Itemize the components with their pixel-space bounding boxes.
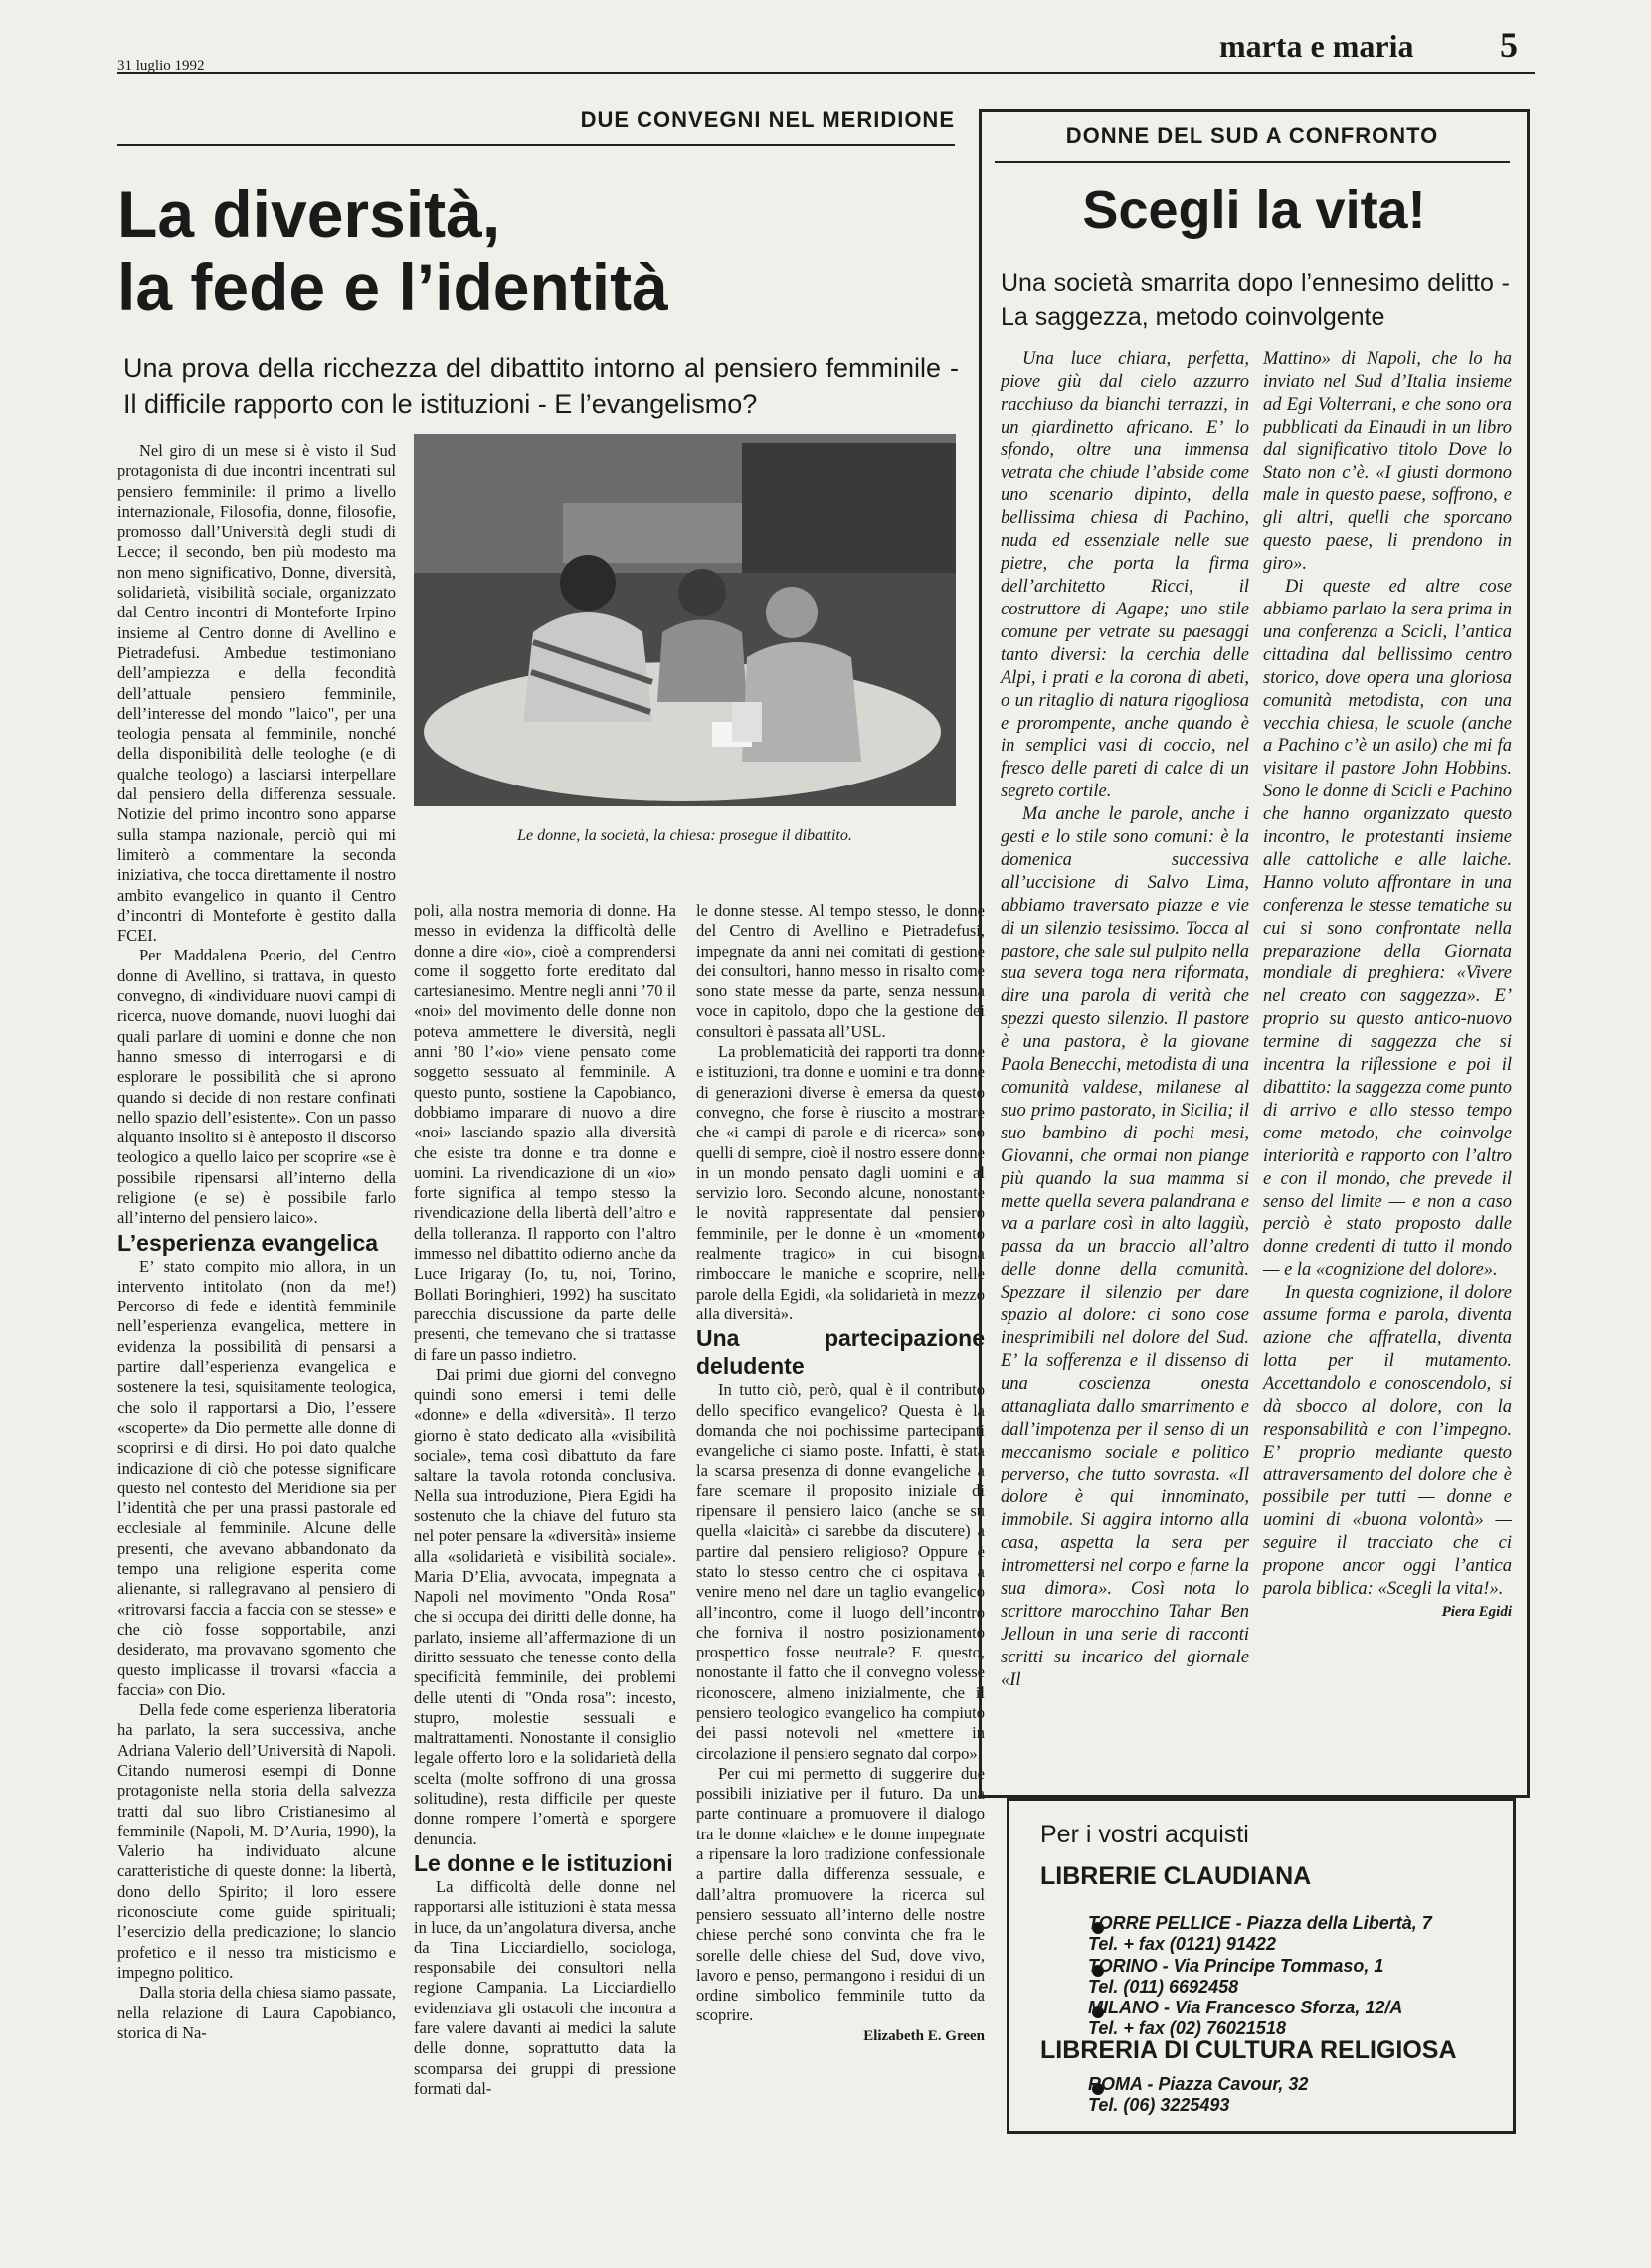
header-rule — [117, 72, 1535, 74]
photo-illustration — [414, 434, 956, 806]
paragraph: Una luce chiara, perfetta, piove giù dal cielo azzurro racchiuso da bianchi terrazzi, in un giardinetto africano. E’ lo sfondo, oltre una immensa vetrata che chiude l’abside come uno scenario dipinto, della bellissima chiesa di Pachino, nuda ed essenziale nelle sue pietre, che porta la firma dell’architetto Ricci, il costruttore di Agape; uno stile comune per vetrate su paesaggi tanto diversi: la cerchia delle Alpi, i prati e la corona di abeti, o un ritaglio di natura rigogliosa e prorompente, anche quando è in semplici vasi di coccio, nel fresco delle pareti di calce di un segreto cortile. — [1001, 349, 1249, 802]
store-address: TORRE PELLICE - Piazza della Libertà, 7 — [1088, 1913, 1432, 1933]
paragraph: La difficoltà delle donne nel rapportarsi alle istituzioni è stata messa in luce, da un’angolatura diversa, anche da Tina Licciardiello, sociologa, responsabile dei consultori nella regione Campania. La Licciardiello evidenziava gli ostacoli che incontra a fare valere davanti ai medici la salute delle donne, soprattutto data la scomparsa dei gruppi di pressione formati dal- — [414, 1876, 676, 2098]
right-signature: Piera Egidi — [1441, 1603, 1512, 1620]
advert-intro: Per i vostri acquisti — [1040, 1821, 1249, 1848]
paragraph: In tutto ciò, però, qual è il contributo dello specifico evangelico? Questa è la domanda che noi pochissime partecipanti evangeliche ci siamo poste. Infatti, è stata la scarsa presenza di donne evangeliche a fare scemare il proposito iniziale di ripensare il pensiero laico (anche se su quella «laicità» ci sarebbe da discutere) a partire dal pensiero religioso? Oppure è stato lo stesso centro che ci ospitava a venire meno nel dare un taglio evangelico all’incontro, come il luogo dell’incontro che forniva il nostro posizionamento prospettico fosse neutrale? E questo, nonostante il fatto che il convegno volesse riconoscere, almeno inizialmente, che il pensiero teologico evangelico ha compiuto dei passi notevoli nel «mettere in circolazione il pensiero segnato dal corpo». — [696, 1380, 985, 1763]
article-photo — [414, 434, 956, 806]
paragraph: E’ stato compito mio allora, in un intervento intitolato (non da me!) Percorso di fede e identità femminile nell’esperienza evangelica, mettere in evidenza la possibilità di pensarsi a partire dall’esperienza evangelica e sostenere la tesi, squisitamente teologica, che solo il rapportarsi a Dio, l’essere «scoperte» da Dio permette alle donne di scoprirsi e di dirsi. Ho poi dato qualche indicazione di ciò che potesse significare questo nel contesto del Meridione sia per l’identità che per una prassi pastorale ed ecclesiale al femminile. Alcune delle presenti, che avevano abbandonato da tempo una religione esperita come alienante, si rallegravano al pensiero di «ritrovarsi faccia a faccia con se stesse» e che ciò fosse sopportabile, anzi desiderato, ma provavano sgomento che questo implicasse il trovarsi «faccia a faccia» con Dio. — [117, 1256, 396, 1699]
store-address: MILANO - Via Francesco Sforza, 12/A — [1088, 1998, 1403, 2017]
subheading: Le donne e le istituzioni — [414, 1849, 673, 1876]
store-entry — [1088, 1998, 1402, 2039]
store-entry — [1088, 1956, 1383, 1998]
store-entry — [1088, 1913, 1432, 1955]
left-column-1 — [117, 441, 396, 2043]
paragraph: le donne stesse. Al tempo stesso, le donne del Centro di Avellino e Pietradefusi, impegnate da anni nei comitati di gestione dei consultori, hanno messo in risalto come sono state messe da parte, senza nessuna voce in capitolo, dopo che la gestione dei consultori è passata all’USL. — [696, 901, 985, 1041]
paragraph: La problematicità dei rapporti tra donne e istituzioni, tra donne e uomini e tra donne di generazioni diverse è emersa da questo convegno, che forse è riuscito a mostrare che «i campi di parole e di ricerca» sono quelli di sempre, cioè il nostro essere donne in un mondo pensato dagli uomini e al servizio loro. Secondo alcune, nonostante le novità rappresentate dal pensiero femminile, per le donne è un «momento realmente tragico» in cui bisogna rimboccare le maniche e scoprire, nelle parole della Egidi, «la solidarietà in mezzo alla diversità». — [696, 1042, 985, 1323]
right-column-1 — [1001, 348, 1249, 1691]
left-column-2 — [414, 901, 676, 2099]
paragraph: Nel giro di un mese si è visto il Sud protagonista di due incontri incentrati sul pensiero femminile: il primo a livello internazionale, Filosofia, donne, filosofie, promosso dall’Università degli studi di Lecce; il secondo, ben più modesto ma non meno significativo, Donne, diversità, solidarietà, visibilità sociale, organizzato dal Centro incontri di Monteforte Irpino insieme al Centro donne di Avellino e Pietradefusi. Ambedue testimoniano dell’ampiezza e della fecondità dell’attuale pensiero femminile, dell’interesse del mondo "laico", per una teologia pensata al femminile, nonché della disponibilità delle teologhe (e di qualche teologo) a lasciarsi interpellare dal pensiero della differenza sessuale. Notizie del primo incontro sono apparse sulla stampa nazionale, perciò qui mi limiterò a commentare la seconda iniziativa, che tocca direttamente il nostro ambito evangelico in quanto il Centro d’incontri di Monteforte è gestito dalla FCEI. — [117, 441, 396, 946]
advert-brand: LIBRERIE CLAUDIANA — [1040, 1862, 1312, 1890]
paragraph: Per cui mi permetto di suggerire due possibili iniziative per il futuro. Da una parte continuare a promuovere il dialogo tra le donne «laiche» e le donne impegnate a ripensare la loro tradizione confessionale a partire dalla differenza sessuale, e dall’altra promuovere la ricerca sul pensiero sessuato all’interno delle nostre chiese perché sono convinta che fra le sorelle delle chiese del Sud, dove vivo, lavoro e penso, permangono i residui di un ordine simbolico femminile tutto da scoprire. — [696, 1763, 985, 2025]
left-headline — [117, 177, 953, 324]
store-phone: Tel. (011) 6692458 — [1088, 1977, 1239, 1997]
paragraph: Per Maddalena Poerio, del Centro donne di Avellino, si trattava, in questo convegno, di «individuare nuovi campi di ricerca, nuove domande, nuovi luoghi dai quali parlare di uomini e donne che non hanno smesso di interrogarsi e di esplorare le possibilità che si aprono quando si decide di non restare confinati nello spazio dell’esistente». Con un passo alquanto insolito si è anteposto il discorso teologico a quello laico per scoprire «se è possibile ripensarsi all’interno della religione (e se) è possibile farlo all’interno del pensiero laico». — [117, 946, 396, 1228]
photo-caption: Le donne, la società, la chiesa: prosegue il dibattito. — [517, 827, 852, 844]
right-headline: Scegli la vita! — [1082, 180, 1426, 240]
issue-date: 31 luglio 1992 — [117, 58, 205, 74]
store-address: ROMA - Piazza Cavour, 32 — [1088, 2074, 1309, 2094]
left-kicker: DUE CONVEGNI NEL MERIDIONE — [580, 107, 955, 132]
right-standfirst: Una società smarrita dopo l’ennesimo delitto - La saggezza, metodo coinvolgente — [1001, 269, 1510, 331]
subheading: Una partecipazione deludente — [696, 1325, 985, 1380]
left-signature: Elizabeth E. Green — [863, 2027, 985, 2044]
subheading: L’esperienza evangelica — [117, 1229, 379, 1256]
paragraph: Dai primi due giorni del convegno quindi sono emersi i temi delle «donne» e della «diversità». Il terzo giorno è stato dedicato alla «visibilità sociale», tema così dibattuto da fare saltare la tavola rotonda conclusiva. Nella sua introduzione, Piera Egidi ha sostenuto che la chiave del futuro sta nel poter pensare la «diversità» insieme alla «solidarietà e visibilità sociale». Maria D’Elia, avvocata, impegnata a Napoli nel movimento "Onda Rosa" che si occupa dei diritti delle donne, ha parlato, insieme all’affermazione di un diritto sessuato che tenesse conto della specificità femminile, dei problemi delle utenti di "Onda rosa": incesto, stupro, molestie sessuali e maltrattamenti. Nonostante il consiglio legale offerto loro e la solidarietà della scelta (molte soffrono di una grossa solitudine), resta difficile per queste donne rompere l’omertà e sporgere denuncia. — [414, 1364, 676, 1848]
page-number: 5 — [1500, 25, 1518, 65]
right-kicker: DONNE DEL SUD A CONFRONTO — [1065, 123, 1439, 148]
paragraph: Mattino» di Napoli, che lo ha inviato nel Sud d’Italia insieme ad Egi Volterrani, e che sono ora pubblicati da Einaudi in un libro dal significativo titolo Dove lo Stato non c’è. «I giusti dormono male in questo paese, soffrono, e gli altri, quelli che sporcano questo paese, li prendono in giro». — [1263, 349, 1512, 575]
paragraph: Ma anche le parole, anche i gesti e lo stile sono comuni: è la domenica successiva all’uccisione di Salvo Lima, abbiamo traversato piazze e vie di un silenzio tesissimo. Tocca al pastore, che sale sul pulpito nella sua severa toga nera riformata, dire una parola di verità che spezzi questo silenzio. Il pastore è una pastora, è la giovane Paola Benecchi, metodista di una comunità valdese, milanese al suo primo pastorato, in Sicilia; il suo bambino di pochi mesi, Giovanni, che ormai non piange più quando la sua mamma si mette quella severa palandrana e va a parlare così in alto laggiù, passa da un braccio all’altro delle donne della comunità. Spezzare il silenzio per dare spazio al dolore: ci sono cose inesprimibili nel dolore del Sud. E’ la sofferenza e il dissenso di una coscienza onesta attanagliata dallo smarrimento e dall’impotenza per il senso di un meccanismo sociale e politico perverso, che tutto sovrasta. «Il dolore è qui innominato, immobile. Si aggira intorno alla casa, aspetta la sera per intromettersi nel corpo e farne la sua dimora». Così nota lo scrittore marocchino Tahar Ben Jelloun in una serie di racconti scritti su incarico del giornale «Il — [1001, 804, 1249, 1690]
paragraph: poli, alla nostra memoria di donne. Ha messo in evidenza la difficoltà delle donne a dire «io», cioè a comprendersi come il soggetto forte ereditato dal cartesianesimo. Mentre negli anni ’70 il «noi» del movimento delle donne non poteva ammettere le diversità, negli anni ’80 l’«io» viene pensato come soggetto sessuato al femminile. A questo punto, sostiene la Capobianco, dobbiamo imparare di nuovo a dire «noi» lasciando spazio alla diversità che esiste tra donne e tra donne e uomini. La rivendicazione di un «io» forte significa al tempo stesso la rivendicazione della libertà dell’altro e della tolleranza. Il rapporto con l’altro immesso nel dibattito odierno anche da Luce Irigaray (Io, tu, noi, Torino, Bollati Boringhieri, 1992) ha suscitato parecchia discussione da parte delle presenti, che temevano che si trattasse di fare un passo indietro. — [414, 901, 676, 1364]
paragraph: In questa cognizione, il dolore assume forma e parola, diventa azione che affratella, diventa lotta per il mutamento. Accettandolo e conoscendolo, si dà sbocco al dolore, con la responsabilità e con l’impegno. E’ proprio mediante questo attraversamento del dolore che è possibile per tutti — donne e uomini di «buona volontà» — seguire il tracciato che ci propone ancor oggi l’antica parola biblica: «Scegli la vita!». — [1263, 1283, 1512, 1599]
store-entry — [1088, 2074, 1308, 2116]
publication-name: marta e maria — [1219, 28, 1414, 64]
store-phone: Tel. (06) 3225493 — [1088, 2095, 1230, 2115]
right-kicker-rule — [995, 161, 1510, 163]
paragraph: Dalla storia della chiesa siamo passate, nella relazione di Laura Capobianco, storica di Na- — [117, 1983, 396, 2042]
left-headline-line1: La diversità, — [117, 177, 501, 251]
right-column-2 — [1263, 348, 1512, 1624]
advert-brand-2: LIBRERIA DI CULTURA RELIGIOSA — [1040, 2036, 1457, 2064]
left-standfirst: Una prova della ricchezza del dibattito intorno al pensiero femminile - Il difficile rapporto con le istituzioni - E l’evangelismo? — [123, 353, 959, 419]
left-headline-line2: la fede e l’identità — [117, 251, 668, 324]
paragraph: Di queste ed altre cose abbiamo parlato la sera prima in una conferenza a Scicli, l’antica cittadina dal bellissimo centro storico, dove opera una gloriosa comunità metodista, con una vecchia chiesa, le scuole (anche a Pachino c’è un asilo) che mi fa visitare il pastore John Hobbins. Sono le donne di Scicli e Pachino che hanno organizzato questo incontro, le protestanti insieme alle cattoliche e alle laiche. Hanno voluto affrontare in una conferenza le stesse tematiche su cui si sono confrontate nella preparazione della Giornata mondiale di preghiera: «Vivere nel creato con saggezza». E’ proprio su questo antico-nuovo termine di saggezza che si incentra la riflessione e poi il dibattito: la saggezza come punto di arrivo e allo stesso tempo come metodo, che coinvolge interiorità e rapporto con l’altro e con il mondo, che prevede il senso del limite — e non a caso perciò è stato proposto dalle donne credenti di tutto il mondo — e la «cognizione del dolore». — [1263, 577, 1512, 1281]
store-phone: Tel. + fax (02) 76021518 — [1088, 2018, 1286, 2038]
store-phone: Tel. + fax (0121) 91422 — [1088, 1934, 1276, 1954]
left-kicker-rule — [117, 144, 955, 146]
store-address: TORINO - Via Principe Tommaso, 1 — [1088, 1956, 1384, 1976]
paragraph: Della fede come esperienza liberatoria ha parlato, la sera successiva, anche Adriana Valerio dell’Università di Napoli. Citando numerosi esempi di Donne protagoniste nella storia della salvezza tratti dal suo libro Cristianesimo al femminile (Napoli, M. D’Auria, 1990), la Valerio ha individuato alcune caratteristiche di queste donne: la libertà, dono dello Spirito; il loro essere riconosciute come guide spirituali; l’esercizio della predicazione; lo slancio profetico e il nesso tra misticismo e impegno politico. — [117, 1700, 396, 1982]
left-column-3 — [696, 901, 985, 2046]
